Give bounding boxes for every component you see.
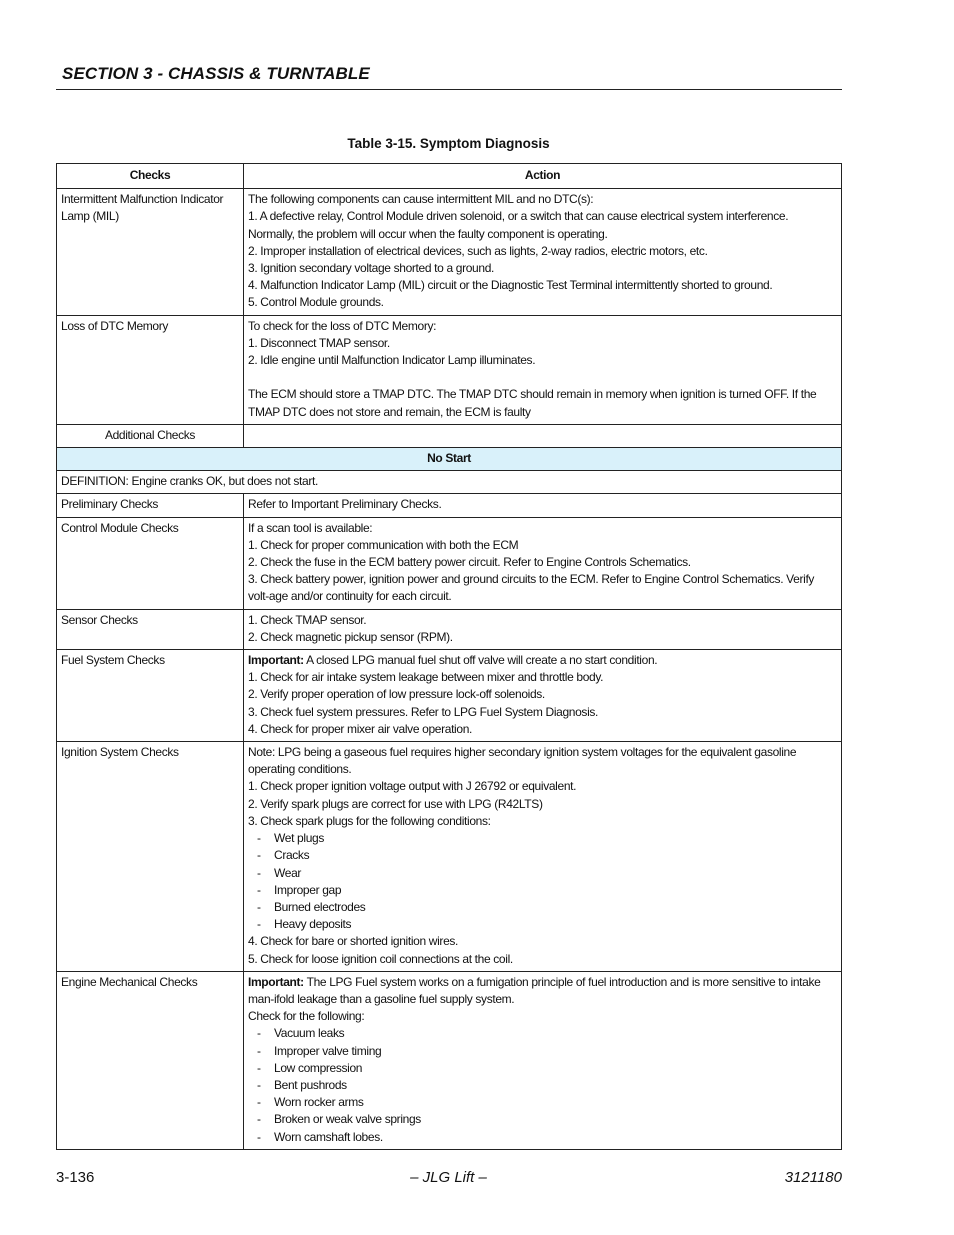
row-action-cell: [244, 742, 842, 972]
table-row: [57, 609, 842, 649]
bullet-item: [248, 865, 837, 882]
bullet-text: Wet plugs: [274, 831, 324, 846]
action-line: 4. Malfunction Indicator Lamp (MIL) circuit or the Diagnostic Test Terminal intermittently shorted to ground.: [248, 278, 773, 293]
action-line: 5. Check for loose ignition coil connections at the coil.: [248, 951, 513, 966]
bullet-text: Bent pushrods: [274, 1077, 347, 1092]
bullet-text: Wear: [274, 865, 302, 880]
action-line: 2. Check magnetic pickup sensor (RPM).: [248, 629, 453, 644]
table-row: [57, 189, 842, 315]
blank-line: [248, 369, 837, 386]
row-action-cell: [244, 517, 842, 609]
row-check-label: Engine Mechanical Checks: [57, 971, 244, 1149]
action-line: 1. Check proper ignition voltage output with J 26792 or equivalent.: [248, 779, 577, 794]
bullet-item: [248, 916, 837, 933]
header-rule: [56, 89, 842, 90]
action-line: 1. Check for air intake system leakage between mixer and throttle body.: [248, 670, 604, 685]
bullet-text: Low compression: [274, 1060, 363, 1075]
bullet-dash: -: [257, 1077, 261, 1092]
row-check-label: Sensor Checks: [57, 609, 244, 649]
table-row: [57, 650, 842, 742]
bullet-text: Worn rocker arms: [274, 1095, 364, 1110]
bullet-dash: -: [257, 1095, 261, 1110]
bullet-item: [248, 1094, 837, 1111]
action-line: 1. Disconnect TMAP sensor.: [248, 335, 390, 350]
bullet-dash: -: [257, 882, 261, 897]
table-row: [57, 517, 842, 609]
table-row: [57, 742, 842, 972]
bullet-item: [248, 1111, 837, 1128]
bullet-text: Cracks: [274, 848, 310, 863]
bullet-text: Vacuum leaks: [274, 1026, 345, 1041]
row-action-cell: [244, 315, 842, 424]
row-action-cell: [244, 189, 842, 315]
table-body-bottom: [57, 494, 842, 1149]
action-line: 3. Check fuel system pressures. Refer to LPG Fuel System Diagnosis.: [248, 704, 599, 719]
action-line: 1. A defective relay, Control Module driven solenoid, or a switch that can cause electrical system interference. Normally, the problem will occur when the faulty component is operating.: [248, 209, 789, 241]
action-line: 4. Check for proper mixer air valve operation.: [248, 721, 473, 736]
row-check-label: Fuel System Checks: [57, 650, 244, 742]
table-row-additional-checks: [57, 424, 842, 447]
row-action-cell: [244, 971, 842, 1149]
row-action-cell: [244, 609, 842, 649]
bullet-item: [248, 830, 837, 847]
bullet-item: [248, 1129, 837, 1146]
table-row-definition: [57, 471, 842, 494]
bullet-text: Improper gap: [274, 882, 342, 897]
bullet-dash: -: [257, 831, 261, 846]
table-row: [57, 971, 842, 1149]
action-line: 3. Check battery power, ignition power and ground circuits to the ECM. Refer to Engine Control Schematics. Verify volt-age and/or continuity for each circuit.: [248, 572, 815, 604]
table-title: Table 3-15. Symptom Diagnosis: [347, 136, 550, 151]
footer-brand: – JLG Lift –: [410, 1169, 487, 1186]
table-row: [57, 315, 842, 424]
bullet-dash: -: [257, 899, 261, 914]
table-row: [57, 494, 842, 517]
bullet-text: Improper valve timing: [274, 1043, 382, 1058]
bullet-item: [248, 1077, 837, 1094]
row-action-cell: [244, 494, 842, 517]
row-action-empty: [244, 424, 842, 447]
action-line: The following components can cause intermittent MIL and no DTC(s):: [248, 192, 594, 207]
bullet-dash: -: [257, 848, 261, 863]
footer-page-number: 3-136: [56, 1169, 95, 1186]
important-label: Important:: [248, 974, 304, 989]
action-line: 5. Control Module grounds.: [248, 295, 384, 310]
bullet-item: [248, 1043, 837, 1060]
action-line: 2. Verify proper operation of low pressure lock-off solenoids.: [248, 687, 545, 702]
important-note: [248, 652, 837, 669]
important-label: Important:: [248, 653, 304, 668]
bullet-dash: -: [257, 1060, 261, 1075]
action-line: 2. Verify spark plugs are correct for use with LPG (R42LTS): [248, 796, 543, 811]
bullet-item: [248, 1060, 837, 1077]
bullet-dash: -: [257, 1129, 261, 1144]
bullet-item: [248, 899, 837, 916]
bullet-dash: -: [257, 917, 261, 932]
row-action-cell: [244, 650, 842, 742]
bullet-item: [248, 1025, 837, 1042]
bullet-item: [248, 847, 837, 864]
action-line: The ECM should store a TMAP DTC. The TMAP DTC should remain in memory when ignition is turned OFF. If the TMAP DTC does not store and remain, the ECM is faulty: [248, 387, 817, 419]
bullet-dash: -: [257, 1043, 261, 1058]
action-line: If a scan tool is available:: [248, 520, 373, 535]
action-line: Note: LPG being a gaseous fuel requires higher secondary ignition system voltages for the equivalent gasoline operating conditions.: [248, 745, 797, 777]
table-body-top: [57, 189, 842, 425]
row-check-label: Loss of DTC Memory: [57, 315, 244, 424]
action-line: 2. Improper installation of electrical devices, such as lights, 2-way radios, electric motors, etc.: [248, 243, 708, 258]
bullet-dash: -: [257, 865, 261, 880]
definition-text: DEFINITION: Engine cranks OK, but does not start.: [57, 471, 842, 494]
bullet-dash: -: [257, 1026, 261, 1041]
table-row-band: [57, 448, 842, 471]
column-header-action: Action: [244, 164, 842, 189]
row-check-label: Intermittent Malfunction Indicator Lamp (MIL): [57, 189, 244, 315]
table-header-row: [57, 164, 842, 189]
action-line: 4. Check for bare or shorted ignition wires.: [248, 934, 459, 949]
bullet-text: Burned electrodes: [274, 899, 366, 914]
row-check-label: Preliminary Checks: [57, 494, 244, 517]
row-check-label: Ignition System Checks: [57, 742, 244, 972]
action-line: 1. Check for proper communication with both the ECM: [248, 537, 519, 552]
bullet-dash: -: [257, 1112, 261, 1127]
action-line: 2. Check the fuse in the ECM battery power circuit. Refer to Engine Controls Schematics.: [248, 555, 691, 570]
bullet-item: [248, 882, 837, 899]
row-check-label: Additional Checks: [57, 424, 244, 447]
table-body-middle: [57, 424, 842, 494]
action-line: Refer to Important Preliminary Checks.: [248, 497, 442, 512]
bullet-text: Broken or weak valve springs: [274, 1112, 421, 1127]
action-line: Check for the following:: [248, 1009, 365, 1024]
action-line: 2. Idle engine until Malfunction Indicator Lamp illuminates.: [248, 353, 536, 368]
action-line: 3. Check spark plugs for the following conditions:: [248, 813, 491, 828]
important-text: The LPG Fuel system works on a fumigation principle of fuel introduction and is more sensitive to intake man-ifold leakage than a gasoline fuel supply system.: [248, 974, 821, 1006]
bullet-text: Heavy deposits: [274, 917, 352, 932]
action-line: 3. Ignition secondary voltage shorted to a ground.: [248, 261, 495, 276]
symptom-diagnosis-table: [56, 163, 842, 1150]
band-title-no-start: No Start: [57, 448, 842, 471]
footer-doc-number: 3121180: [784, 1169, 842, 1186]
action-line: 1. Check TMAP sensor.: [248, 612, 367, 627]
column-header-checks: Checks: [57, 164, 244, 189]
action-line: To check for the loss of DTC Memory:: [248, 318, 437, 333]
bullet-text: Worn camshaft lobes.: [274, 1129, 383, 1144]
section-title: SECTION 3 - CHASSIS & TURNTABLE: [62, 64, 370, 83]
important-note: [248, 974, 837, 1008]
row-check-label: Control Module Checks: [57, 517, 244, 609]
important-text: A closed LPG manual fuel shut off valve will create a no start condition.: [303, 653, 658, 668]
